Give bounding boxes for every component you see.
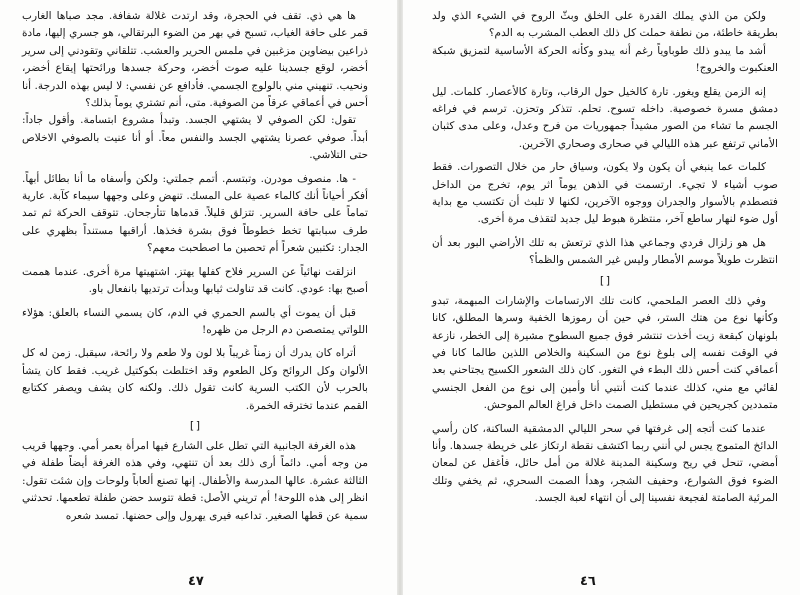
right-page-text xyxy=(432,8,778,508)
paragraph: هل هو زلزال فردي وجماعي هذا الذي ترتعش به تلك الأراضي البور بعد أن انتظرت طويلاً موسم الأمطار وليس غير الشمس والظمأ؟ xyxy=(432,236,778,267)
paragraph: أشد ما يبدو ذلك طوباوياً رغم أنه يبدو وكأنه الحركة الأساسية لتمزيق شبكة العنكبوت والخروج! xyxy=(432,44,778,75)
paragraph: ولكن من الذي يملك القدرة على الخلق وبثّ الروح في الشيء الذي ولد بطريقة خاطئة، من نطفة حملت كل ذلك العطب المشرب به الدم؟ xyxy=(432,10,778,40)
paragraph: وفي ذلك العصر الملحمي، كانت تلك الارتسامات والإشارات المبهمة، تبدو وكأنها نوع من هتك الستر، في حين أن رموزها الخفية وسرها المطلق، كانا بلونهان كبقعة زيت أخذت تنتشر فوق جميع السطوح مشيرة إلى الخطر، نازعة في الوقت نفسه إلى بلوغ نوع من السكينة والخلاص اللذين طالما كانا في أعماقي كنت أحس ذلك البطء في التغور. كان ذلك الشعور الكسيح يجتاحني بعد لقائي مع مني، كذلك عندما كنت أنتبي أنا وأمين إلى نوع من الفعل الجنسي متمددين كجريحين في مستطيل الصمت داخل فراغ العالم الموحش. xyxy=(432,294,778,412)
paragraph: كلمات عما ينبغي أن يكون ولا يكون، وسياق حار من خلال التصورات. فقط صوب أشياء لا تجيء. ارتسمت في الذهن يوماً اثر يوم، تخرج من الداخل فتصطدم بالأسوار والجدران ووجوه الآخرين، لكنها لا تلبث أن تكتسب مع بداية أول ضوء لنهار ساطع آخر، منتظرة هبوط ليل جديد لتقذف مرة أخرى. xyxy=(432,161,778,226)
paragraph: أتراه كان يدرك أن زمناً غريباً بلا لون ولا طعم ولا رائحة، سيقبل. زمن له كل الألوان وكل الروائح وكل الطعوم وقد اختلطت بكوكتيل غريب. فقط كان يتشأ بالحرب لأن الكتب السرية كانت تقول ذلك. ولكنه كان يشف ويصفر ككتابع القمم عندما تخترقه الخمرة. xyxy=(22,347,368,412)
paragraph: عندما كنت أتجه إلى غرفتها في سحر الليالي الدمشقية الساكنة، كان رأسي الدائخ المتموج يجس لي أنني ربما اكتشف نقطة ارتكاز على خريطة جسدها. وأنا أمضي، تنحل في ريح وسكينة المدينة غلالة من أمل حائل، فأغفل عن لمعان الضوء فوق الشوارع، وحفيف الشجر، وهدأ الصمت السحري، ثم يخفي وتلك المرئية الصامتة لفجيعة نفسينا إلى أن انتهاء لعبة الجسد. xyxy=(432,422,778,505)
left-page xyxy=(0,0,398,595)
page-number-left: ٤٧ xyxy=(188,574,204,589)
section-separator: [] xyxy=(188,418,202,432)
section-separator: [] xyxy=(598,273,612,287)
paragraph: - ها. منصوف مودرن. وتبتسم. أتمم جملتي: ولكن وأسفاه ما أنا بطائل أبهاً. أفكر أحياناً أنك كالماء عصية على المسك. تنهض وعلى وجهها سيماء كآبة. عارية تماماً على حافة السرير. تتزلق قليلاً. قدماها تتأرجحان. تتوقف الحركة ثم تمد طرف سبابتها تخط خطوطاً فوق بشرة فخذها. أراقبها مستنداً بظهري على الجدار: تكتبين شعراً أم تحصين ما اصطحبت معهم؟ xyxy=(22,172,368,255)
paragraph: تقول: لكن الصوفي لا يشتهي الجسد. وتبدأ مشروع ابتسامة. وأقول جاداً: أبداً. صوفي عصرنا يشتهي الجسد والنفس معاً. أو أنا عنيت بالصوفي الاخلاص حتى التلاشي. xyxy=(22,114,368,162)
page-number-right: ٤٦ xyxy=(580,574,596,589)
paragraph: قبل أن يموت أي بالسم الحمري في الدم، كان يسمي النساء بالعلق: هؤلاء اللواتي يمتصصن دم الرجل من ظهره! xyxy=(22,306,368,336)
left-page-text xyxy=(22,8,368,525)
paragraph: إنه الزمن يقلع ويغور. تارة كالخيل حول الرقاب، وتارة كالأعصار. كلمات. ليل دمشق مسرة خصوصية. داخله تسوح. تحلم. تتذكر وتحزن. ترسم في فراغه الجسم ما تشاء من الصور مشيداً جمهوريات من فرح وعدل، وعلى مدى كثبان الأماني ترتفع عبر هذه الليالي في صحارى وصحاري الآخرين. xyxy=(432,85,778,150)
paragraph: ها هي ذي. تقف في الحجرة، وقد ارتدت غلالة شفافة. مجد صباها الغارب قمر على حافة الغياب، تسبح في بهر من الضوء البرتقالي، هو جسري إليها، مادة ذراعين بيضاوين مزغبين في ملمس الحرير والعشب. تتلقاني وتقودني إلى سرير أخضر، لوقع جسدينا عليه صوت أخضر، وحركة جسدها ورائحتها إيقاع أخضر، ونحيب. تنهيني مني بالولوج الجسمي. فأدافع عن نفسي: لا ليس بهذه الدرجة. أنا أحس في أعماقي عرقاً من الصوفية. متى، أنم تشتري يوماً بذلك؟ xyxy=(22,10,368,110)
paragraph: انزلقت نهائياً عن السرير فلاح كفلها يهتز. اشتهيتها مرة أخرى. عندما هممت أصبح بها: عودي. كانت قد تناولت ثيابها وبدأت ترتديها بانفعال باو. xyxy=(22,265,368,296)
right-page xyxy=(402,0,800,595)
paragraph: هذه الغرفة الجانبية التي تطل على الشارع فيها امرأة بعمر أمي. وجهها قريب من وجه أمي. دائماً أرى ذلك بعد أن تنتهي، وفي هذه الغرفة أيضاً طفلة في الثالثة عشرة. عالها المدرسة والأطفال. إنها تصنع ألعاباً ولوحات وإن شئت تقول: انظر إلى هذه اللوحة! أم تريني الأصل: قطة تتوسد حضن طفلة تطعمها. تحدثني سمية عن قطها الصغير. تداعبه فيرى يهرول وإلى حضنها. تمسد شعره xyxy=(22,439,368,522)
